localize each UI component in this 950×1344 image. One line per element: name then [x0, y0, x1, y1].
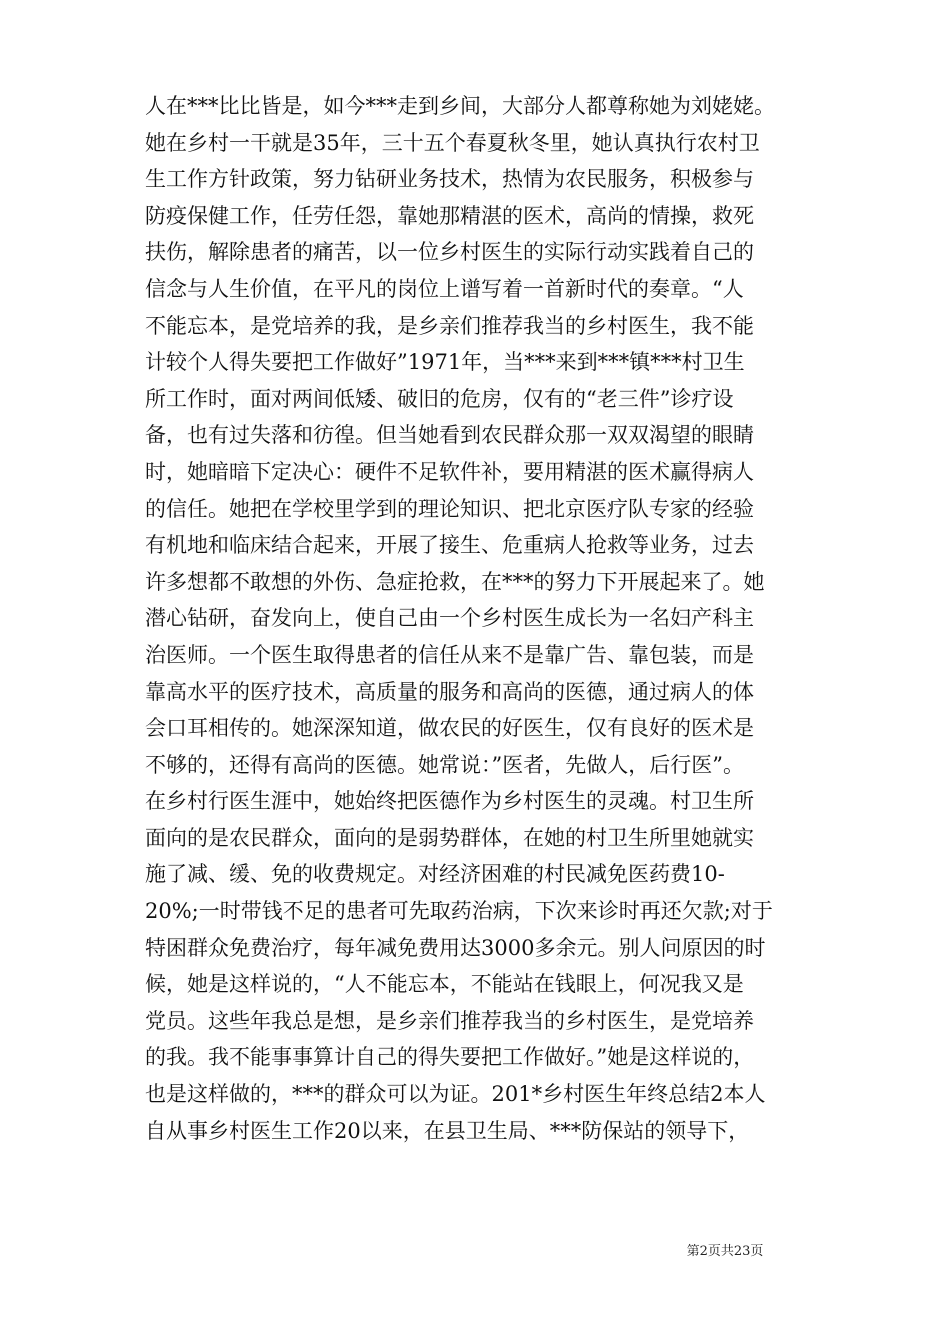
text-line: 备，也有过失落和彷徨。但当她看到农民群众那一双双渴望的眼睛 [145, 423, 754, 448]
text-line: 的信任。她把在学校里学到的理论知识、把北京医疗队专家的经验 [145, 496, 754, 521]
text-line: 在乡村行医生涯中，她始终把医德作为乡村医生的灵魂。村卫生所 [145, 789, 754, 814]
text-line: 所工作时，面对两间低矮、破旧的危房，仅有的“老三件”诊疗设 [145, 386, 734, 411]
text-line: 的我。我不能事事算计自己的得失要把工作做好。”她是这样说的， [145, 1045, 755, 1070]
page-footer [0, 1240, 950, 1259]
text-line: 不能忘本，是党培养的我，是乡亲们推荐我当的乡村医生，我不能 [145, 313, 754, 338]
text-line: 特困群众免费治疗，每年减免费用达3000多余元。别人问原因的时 [145, 935, 766, 960]
text-line: 不够的，还得有高尚的医德。她常说：”医者，先做人，后行医”。 [145, 752, 744, 777]
text-line: 人在***比比皆是，如今***走到乡间，大部分人都尊称她为刘姥姥。 [145, 94, 775, 118]
text-line: 她在乡村一干就是35年，三十五个春夏秋冬里，她认真执行农村卫 [145, 130, 760, 155]
text-line: 潜心钻研，奋发向上，使自己由一个乡村医生成长为一名妇产科主 [145, 606, 754, 631]
text-line: 治医师。一个医生取得患者的信任从来不是靠广告、靠包装，而是 [145, 642, 754, 667]
text-line: 也是这样做的，***的群众可以为证。201*乡村医生年终总结2本人 [145, 1082, 766, 1107]
text-line: 扶伤，解除患者的痛苦，以一位乡村医生的实际行动实践着自己的 [145, 240, 754, 265]
text-line: 党员。这些年我总是想，是乡亲们推荐我当的乡村医生，是党培养 [145, 1008, 754, 1033]
text-line: 施了减、缓、免的收费规定。对经济困难的村民减免医药费10- [145, 862, 725, 887]
body-text [145, 88, 825, 1149]
text-line: 计较个人得失要把工作做好”1971年，当***来到***镇***村卫生 [145, 350, 745, 375]
text-line: 面向的是农民群众，面向的是弱势群体，在她的村卫生所里她就实 [145, 825, 754, 850]
text-line: 20%;一时带钱不足的患者可先取药治病，下次来诊时再还欠款;对于 [145, 899, 773, 924]
text-line: 靠高水平的医疗技术，高质量的服务和高尚的医德，通过病人的体 [145, 679, 754, 704]
text-line: 时，她暗暗下定决心：硬件不足软件补，要用精湛的医术赢得病人 [145, 459, 754, 484]
text-line: 许多想都不敢想的外伤、急症抢救，在***的努力下开展起来了。她 [145, 569, 765, 594]
text-line: 有机地和临床结合起来，开展了接生、危重病人抢救等业务，过去 [145, 533, 754, 558]
text-line: 生工作方针政策，努力钻研业务技术，热情为农民服务，积极参与 [145, 167, 754, 192]
text-line: 自从事乡村医生工作20以来，在县卫生局、***防保站的领导下， [145, 1118, 750, 1143]
text-line: 候，她是这样说的，“人不能忘本，不能站在钱眼上，何况我又是 [145, 972, 744, 997]
page-number: 第2页共23页 [686, 1244, 764, 1259]
text-line: 信念与人生价值，在平凡的岗位上谱写着一首新时代的奏章。“人 [145, 276, 744, 301]
text-line: 防疫保健工作，任劳任怨，靠她那精湛的医术，高尚的情操，救死 [145, 203, 754, 228]
text-line: 会口耳相传的。她深深知道，做农民的好医生，仅有良好的医术是 [145, 716, 754, 741]
